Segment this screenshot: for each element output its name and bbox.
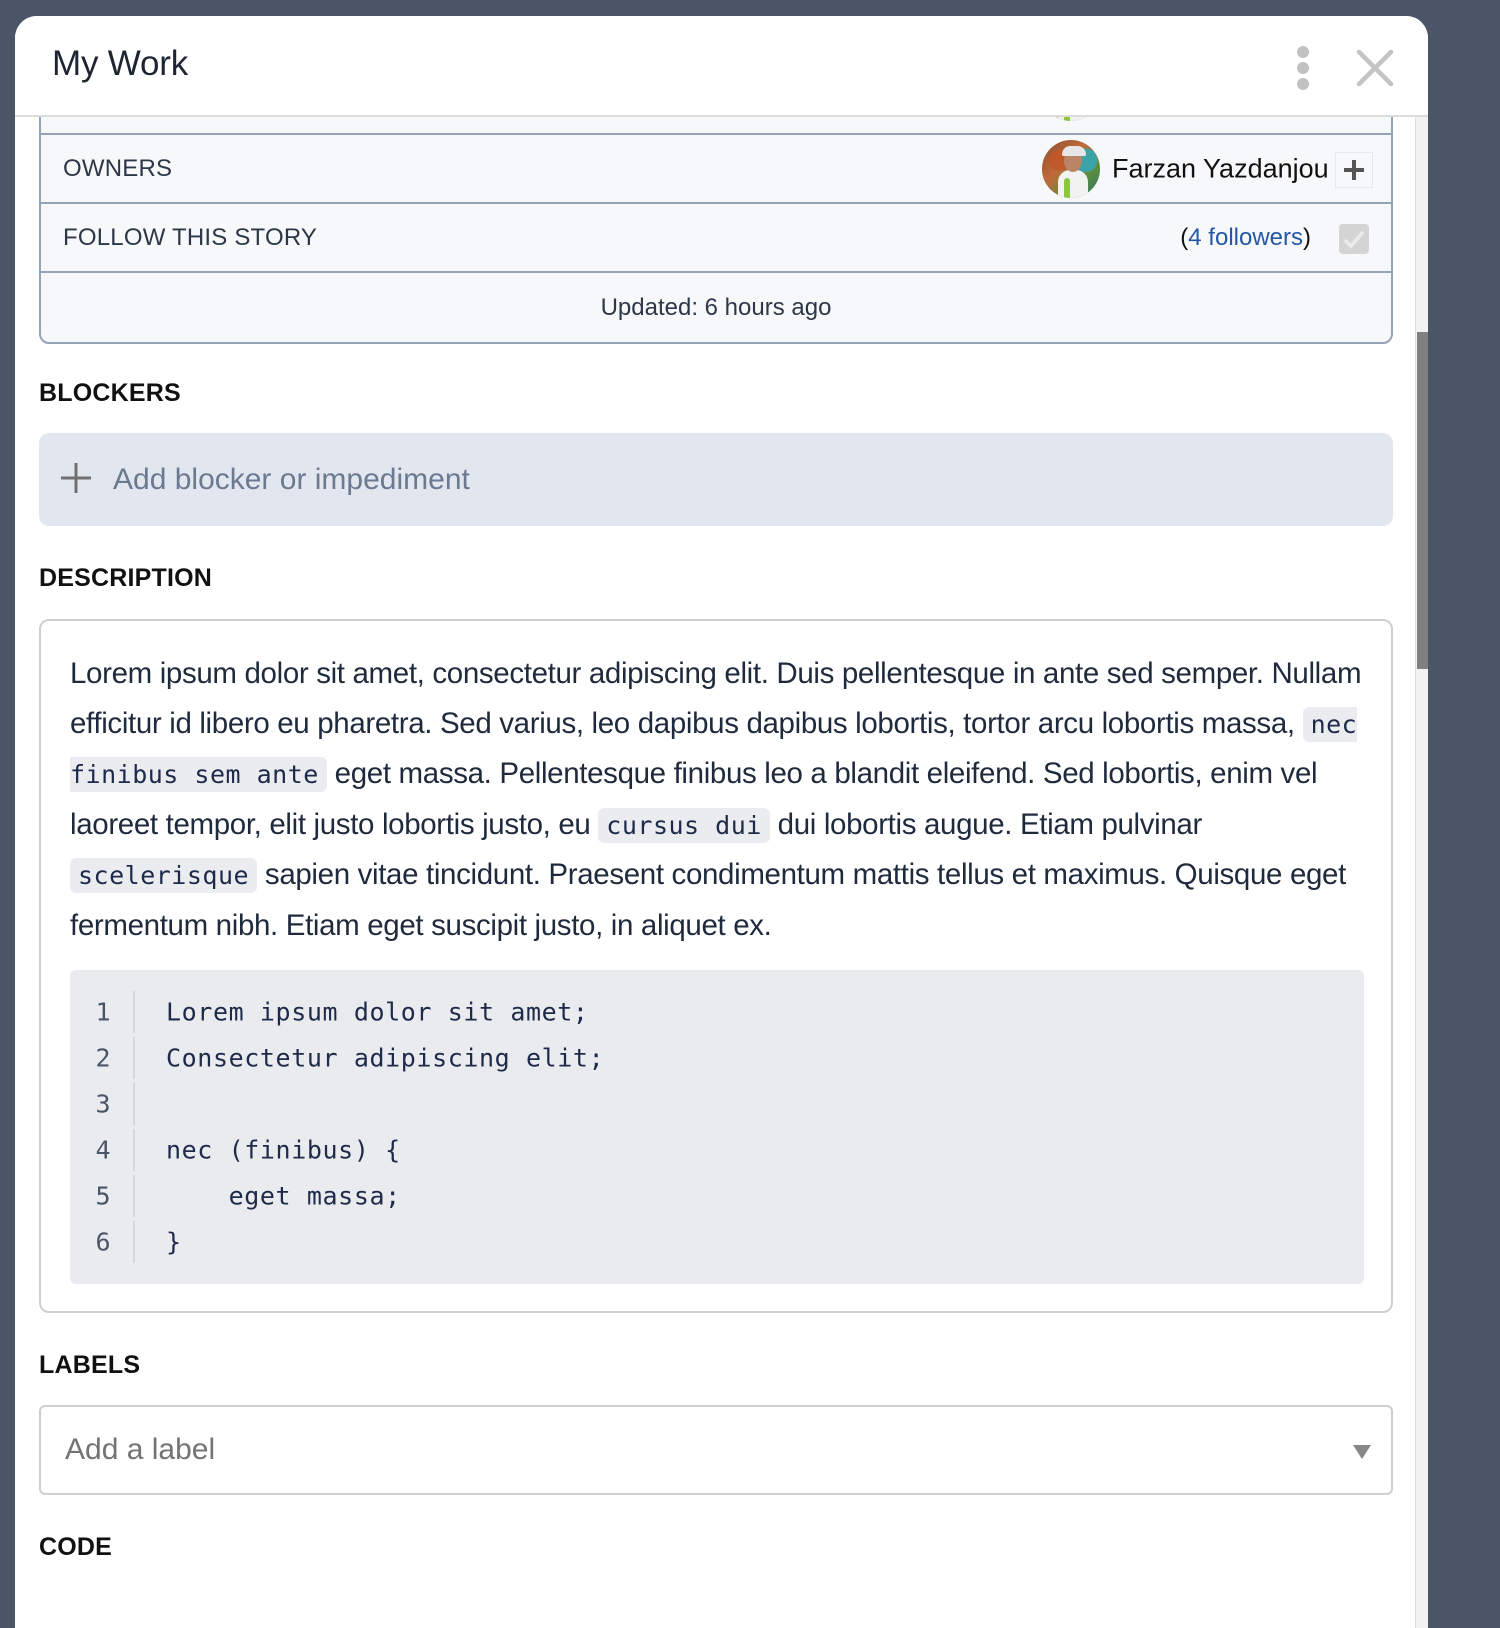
plus-icon	[61, 463, 91, 493]
code-line	[70, 1219, 1364, 1265]
gutter-divider	[133, 1129, 135, 1171]
owner-avatar[interactable]	[1042, 140, 1100, 198]
inline-code: scelerisque	[70, 858, 257, 893]
labels-placeholder: Add a label	[65, 1433, 216, 1466]
code-line	[70, 1127, 1364, 1173]
close-x-icon	[1355, 48, 1395, 88]
follow-story-label: FOLLOW THIS STORY	[63, 223, 318, 251]
gutter-divider	[133, 1221, 135, 1263]
code-heading: CODE	[39, 1533, 113, 1561]
gutter-divider	[133, 1037, 135, 1079]
code-text: Consectetur adipiscing elit;	[166, 1043, 605, 1073]
line-number: 5	[95, 1181, 111, 1211]
code-text: nec (finibus) {	[166, 1135, 401, 1165]
add-blocker-label: Add blocker or impediment	[113, 462, 470, 496]
inline-code: nec finibus sem ante	[70, 707, 1357, 793]
description-box[interactable]	[39, 619, 1393, 1313]
line-number: 1	[95, 997, 111, 1027]
owners-label: OWNERS	[63, 154, 173, 182]
checkmark-icon	[1339, 224, 1369, 254]
code-block	[70, 970, 1364, 1284]
add-owner-button[interactable]	[1335, 152, 1373, 188]
owner-name[interactable]: Farzan Yazdanjou	[1112, 153, 1329, 183]
code-line	[70, 1081, 1364, 1127]
follow-story-checkbox[interactable]	[1339, 224, 1369, 254]
gutter-divider	[133, 1083, 135, 1125]
gutter-divider	[133, 991, 135, 1033]
line-number: 2	[95, 1043, 111, 1073]
story-modal	[15, 16, 1428, 1628]
gutter-divider	[133, 1175, 135, 1217]
modal-scroll-area[interactable]	[15, 117, 1428, 1628]
details-row-requester	[41, 117, 1391, 135]
details-row-updated	[41, 273, 1391, 342]
code-line	[70, 1173, 1364, 1219]
kebab-vertical-icon	[1297, 46, 1309, 58]
plus-icon	[1336, 153, 1372, 187]
code-text: eget massa;	[166, 1181, 401, 1211]
more-options-button[interactable]	[1290, 46, 1316, 90]
labels-heading: LABELS	[39, 1351, 141, 1379]
modal-header	[15, 16, 1428, 117]
followers-count	[1180, 224, 1311, 252]
desc-text-segment: sapien vitae tincidunt. Praesent condimentum mattis tellus et maximus. Quisque eget fermentum nibh. Etiam eget suscipit justo, in aliquet ex.	[70, 858, 1346, 942]
details-row-owners	[41, 135, 1391, 204]
modal-title: My Work	[52, 44, 189, 83]
code-text: Lorem ipsum dolor sit amet;	[166, 997, 589, 1027]
blockers-heading: BLOCKERS	[39, 379, 181, 407]
desc-text-segment: Lorem ipsum dolor sit amet, consectetur adipiscing elit. Duis pellentesque in ante sed semper. Nullam efficitur id libero eu pharetra. Sed varius, leo dapibus dapibus lobortis, tortor arcu lobortis massa,	[70, 657, 1362, 740]
description-heading: DESCRIPTION	[39, 564, 213, 592]
close-button[interactable]	[1355, 48, 1395, 88]
inline-code: cursus dui	[598, 808, 770, 843]
followers-link[interactable]: 4 followers	[1188, 223, 1303, 251]
add-blocker-button[interactable]	[39, 433, 1393, 526]
line-number: 4	[95, 1135, 111, 1165]
paren-open: (	[1180, 223, 1189, 251]
kebab-dot	[1297, 62, 1309, 74]
code-text: }	[166, 1227, 182, 1257]
line-number: 3	[95, 1089, 111, 1119]
scrollbar-thumb[interactable]	[1417, 332, 1428, 669]
scrollbar-track[interactable]	[1415, 117, 1428, 1628]
story-details-table	[39, 117, 1393, 344]
updated-timestamp: Updated: 6 hours ago	[600, 293, 832, 321]
desc-text-segment: eget massa. Pellentesque finibus leo a blandit eleifend. Sed lobortis, enim vel laoreet tempor, elit justo lobortis justo, eu	[70, 757, 1318, 841]
details-row-follow	[41, 204, 1391, 273]
line-number: 6	[95, 1227, 111, 1257]
labels-select[interactable]	[39, 1405, 1393, 1495]
kebab-dot	[1297, 78, 1309, 90]
desc-text-segment: dui lobortis augue. Etiam pulvinar	[769, 807, 1202, 841]
caret-down-icon	[1353, 1445, 1371, 1459]
avatar	[1042, 117, 1100, 121]
paren-close: )	[1303, 223, 1311, 251]
code-line	[70, 1035, 1364, 1081]
description-text	[70, 649, 1380, 950]
code-line	[70, 989, 1364, 1035]
